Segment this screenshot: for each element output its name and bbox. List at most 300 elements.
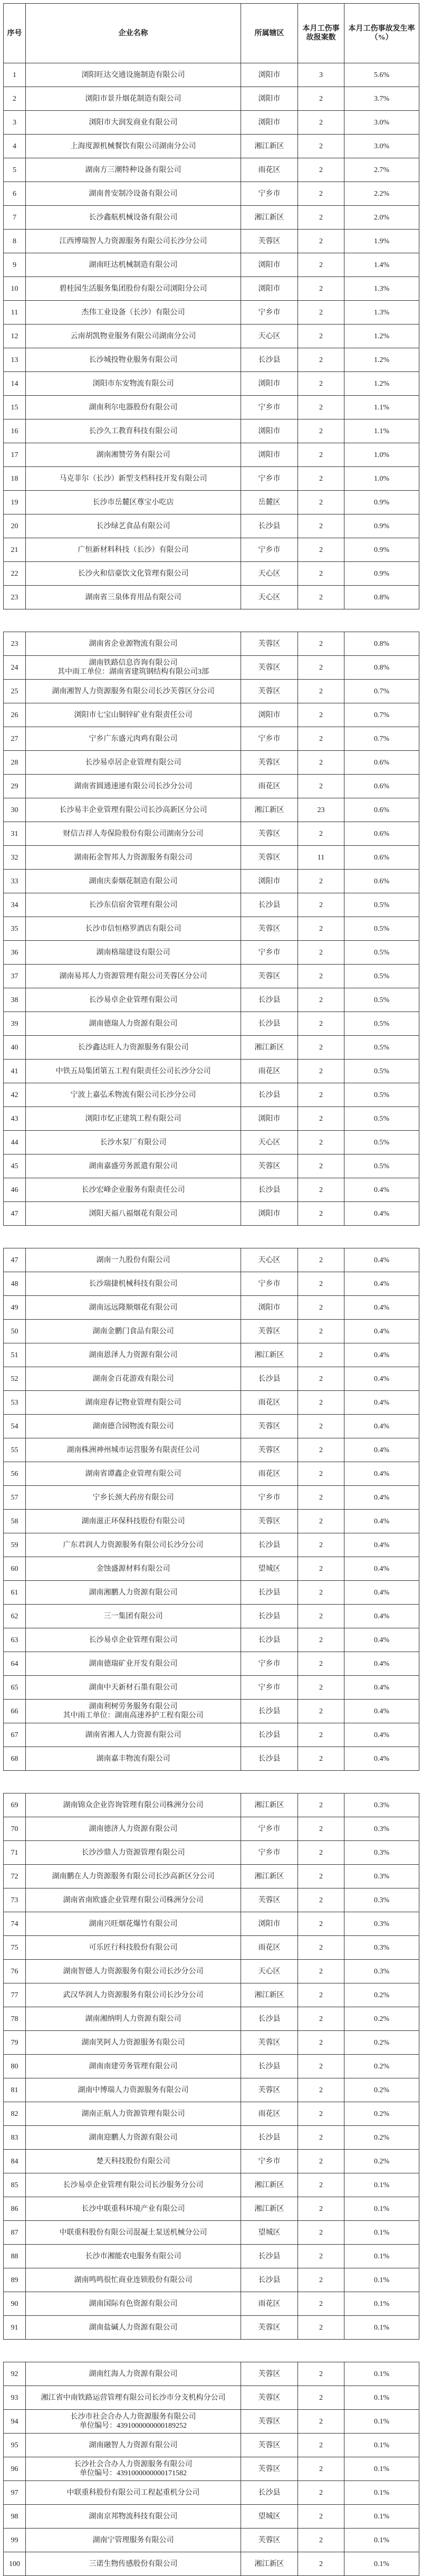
injury-rate: 0.4%: [344, 1367, 419, 1391]
table-row: [4, 63, 419, 87]
injury-cases: 2: [298, 1320, 344, 1343]
injury-cases: 2: [298, 1486, 344, 1510]
injury-cases: 2: [298, 277, 344, 301]
table-row: [4, 2007, 419, 2031]
district: 芙蓉区: [241, 1415, 298, 1438]
injury-rate: 0.7%: [344, 680, 419, 703]
table-row: [4, 277, 419, 301]
district: 长沙县: [241, 348, 298, 372]
row-number: 52: [4, 1367, 26, 1391]
company-name: 浏阳市大润发商业有限公司: [26, 111, 241, 135]
district: 芙蓉区: [241, 656, 298, 680]
company-name: 湖南湘赞劳务有限公司: [26, 443, 241, 467]
header-company: 企业名称: [26, 4, 241, 63]
district: 宁乡市: [241, 941, 298, 965]
injury-rate: 0.4%: [344, 1723, 419, 1747]
row-number: 22: [4, 562, 26, 586]
injury-cases: 2: [298, 443, 344, 467]
row-number: 98: [4, 2505, 26, 2529]
row-number: 36: [4, 941, 26, 965]
district: 长沙县: [241, 1367, 298, 1391]
company-name: 广恒新材料科技（长沙）有限公司: [26, 538, 241, 562]
district: 望城区: [241, 2505, 298, 2529]
company-name: 长沙宏峰企业服务有限责任公司: [26, 1178, 241, 1202]
injury-cases: 2: [298, 1462, 344, 1486]
district: 芙蓉区: [241, 2457, 298, 2481]
injury-cases: 2: [298, 2150, 344, 2173]
injury-cases: 2: [298, 182, 344, 206]
company-name: 湖南拓金智邦人力资源服务有限公司: [26, 846, 241, 870]
injury-rate: 0.1%: [344, 2457, 419, 2481]
district: 天心区: [241, 562, 298, 586]
injury-rate: 0.5%: [344, 965, 419, 988]
row-number: 37: [4, 965, 26, 988]
company-name: 湖南迎鹏人力资源有限公司: [26, 2126, 241, 2150]
injury-rate: 0.5%: [344, 1083, 419, 1107]
table-row: [4, 1343, 419, 1367]
row-number: 30: [4, 798, 26, 822]
table-row: [4, 1841, 419, 1865]
injury-cases: 2: [298, 1178, 344, 1202]
injury-rate: 0.9%: [344, 562, 419, 586]
company-name: 湖南利树劳务服务有限公司 其中雨工单位：湖南高速养护工程有限公司: [26, 1700, 241, 1723]
district: 长沙县: [241, 1747, 298, 1771]
district: 长沙县: [241, 2007, 298, 2031]
table-row: [4, 301, 419, 325]
injury-cases: 2: [298, 1960, 344, 1983]
injury-rate: 3.0%: [344, 111, 419, 135]
company-name: 湖南中天新材石墨有限公司: [26, 1676, 241, 1700]
district: 长沙县: [241, 1628, 298, 1652]
company-name: 湖南方三潮特种设备有限公司: [26, 158, 241, 182]
injury-rate: 0.1%: [344, 2386, 419, 2410]
table-row: [4, 2197, 419, 2221]
company-name: 湖南省谭鑫企业管理有限公司: [26, 1462, 241, 1486]
injury-rate: 0.3%: [344, 1888, 419, 1912]
injury-cases: 2: [298, 2410, 344, 2434]
district: 芙蓉区: [241, 822, 298, 846]
injury-cases: 2: [298, 325, 344, 348]
injury-cases: 2: [298, 2292, 344, 2316]
company-name: 长沙绿艺食品有限公司: [26, 514, 241, 538]
table-row: [4, 1865, 419, 1888]
table-row: [4, 1272, 419, 1296]
company-name: 宁乡广东盛元肉鸡有限公司: [26, 727, 241, 751]
company-name: 长沙市湘能农电服务有限公司: [26, 2245, 241, 2268]
company-name: 长沙久工教育科技有限公司: [26, 419, 241, 443]
company-name: 浏阳旺达交通设施制造有限公司: [26, 63, 241, 87]
injury-cases: 2: [298, 2552, 344, 2576]
table-row: [4, 396, 419, 419]
table-row: [4, 1036, 419, 1060]
row-number: 93: [4, 2386, 26, 2410]
injury-cases: 2: [298, 1415, 344, 1438]
row-number: 57: [4, 1486, 26, 1510]
injury-rate: 0.2%: [344, 2078, 419, 2102]
company-name: 楚天科技股份有限公司: [26, 2150, 241, 2173]
injury-cases: 2: [298, 632, 344, 656]
district: 浏阳市: [241, 443, 298, 467]
injury-cases: 2: [298, 2245, 344, 2268]
company-name: 上海度源机械餐饮有限公司湖南分公司: [26, 135, 241, 158]
row-number: 4: [4, 135, 26, 158]
injury-cases: 2: [298, 1343, 344, 1367]
row-number: 3: [4, 111, 26, 135]
injury-cases: 2: [298, 1700, 344, 1723]
table-row: [4, 2031, 419, 2055]
company-name: 湖南铁路信息咨询有限公司 其中雨工单位：湖南省建筑钢结构有限公司3部: [26, 656, 241, 680]
injury-cases: 2: [298, 656, 344, 680]
injury-rate: 0.1%: [344, 2362, 419, 2386]
injury-rate: 0.3%: [344, 1865, 419, 1888]
injury-rate: 0.4%: [344, 1296, 419, 1320]
company-name: 杰伟工业设备（长沙）有限公司: [26, 301, 241, 325]
company-name: 湖南金鹏门食品有限公司: [26, 1320, 241, 1343]
table-row: [4, 1936, 419, 1960]
district: 湘江新区: [241, 1343, 298, 1367]
company-name: 湖南湘纳明人力资源有限公司: [26, 2007, 241, 2031]
district: 宁乡市: [241, 1676, 298, 1700]
table-row: [4, 2457, 419, 2481]
row-number: 97: [4, 2481, 26, 2505]
table-row: [4, 1320, 419, 1343]
table-row: [4, 1605, 419, 1628]
injury-rate: 0.1%: [344, 2552, 419, 2576]
table-row: [4, 1960, 419, 1983]
row-number: 1: [4, 63, 26, 87]
table-row: [4, 1012, 419, 1036]
table-row: [4, 893, 419, 917]
injury-cases: 2: [298, 1936, 344, 1960]
injury-cases: 2: [298, 87, 344, 111]
injury-cases: 2: [298, 680, 344, 703]
company-name: 长沙瑞捷机械科技有限公司: [26, 1272, 241, 1296]
table-row: [4, 443, 419, 467]
table-row: [4, 1628, 419, 1652]
district: 天心区: [241, 1248, 298, 1272]
district: 宁乡市: [241, 727, 298, 751]
row-number: 67: [4, 1723, 26, 1747]
district: 浏阳市: [241, 111, 298, 135]
injury-rate: 0.5%: [344, 1060, 419, 1083]
injury-cases: 2: [298, 727, 344, 751]
table-row: [4, 1983, 419, 2007]
district: 宁乡市: [241, 2150, 298, 2173]
injury-cases: 2: [298, 2505, 344, 2529]
injury-table-block: [3, 2362, 419, 2576]
company-name: 湖南普安制冷设备有限公司: [26, 182, 241, 206]
row-number: 89: [4, 2268, 26, 2292]
company-name: 长沙社会合办人力资源服务有限公司 单位编号：4391000000000171582: [26, 2457, 241, 2481]
row-number: 40: [4, 1036, 26, 1060]
district: 天心区: [241, 1960, 298, 1983]
company-name: 湖南德瑞矿业开发有限公司: [26, 1652, 241, 1676]
row-number: 9: [4, 253, 26, 277]
district: 长沙县: [241, 1723, 298, 1747]
injury-table-block: [3, 632, 419, 1226]
company-name: 湖南德济人力资源有限公司: [26, 1817, 241, 1841]
table-row: [4, 727, 419, 751]
district: 天心区: [241, 1131, 298, 1155]
injury-rate: 0.4%: [344, 1676, 419, 1700]
injury-cases: 2: [298, 348, 344, 372]
row-number: 59: [4, 1533, 26, 1557]
table-row: [4, 1700, 419, 1723]
table-row: [4, 1888, 419, 1912]
district: 长沙县: [241, 1533, 298, 1557]
district: 浏阳市: [241, 1202, 298, 1226]
table-row: [4, 1060, 419, 1083]
table-row: [4, 870, 419, 893]
table-row: [4, 562, 419, 586]
company-name: 浏阳市忆正建筑工程有限公司: [26, 1107, 241, 1131]
district: 长沙县: [241, 2055, 298, 2078]
company-name: 长沙沙鼎人力资源管理有限公司: [26, 1841, 241, 1865]
row-number: 44: [4, 1131, 26, 1155]
injury-cases: 2: [298, 2529, 344, 2552]
injury-rate: 0.8%: [344, 656, 419, 680]
district: 湘江新区: [241, 2173, 298, 2197]
injury-rate: 0.6%: [344, 870, 419, 893]
row-number: 23: [4, 632, 26, 656]
injury-rate: 0.4%: [344, 1605, 419, 1628]
table-row: [4, 182, 419, 206]
row-number: 35: [4, 917, 26, 941]
injury-rate: 0.2%: [344, 2150, 419, 2173]
injury-cases: 2: [298, 1367, 344, 1391]
injury-cases: 2: [298, 491, 344, 514]
district: 宁乡市: [241, 1272, 298, 1296]
table-row: [4, 1462, 419, 1486]
injury-cases: 2: [298, 2126, 344, 2150]
district: 芙蓉区: [241, 846, 298, 870]
injury-cases: 2: [298, 1391, 344, 1415]
injury-cases: 2: [298, 419, 344, 443]
company-name: 湖南庆泰烟花制造有限公司: [26, 870, 241, 893]
company-name: 湖南鹏在人力资源服务有限公司长沙高新区分公司: [26, 1865, 241, 1888]
district: 浏阳市: [241, 1912, 298, 1936]
row-number: 51: [4, 1343, 26, 1367]
table-row: [4, 1131, 419, 1155]
injury-cases: 2: [298, 2102, 344, 2126]
row-number: 20: [4, 514, 26, 538]
company-name: 宁波上嘉弘禾物流有限公司长沙分公司: [26, 1083, 241, 1107]
table-row: [4, 1723, 419, 1747]
company-name: 宁乡长颈大药房有限公司: [26, 1486, 241, 1510]
row-number: 71: [4, 1841, 26, 1865]
injury-rate: 0.3%: [344, 1936, 419, 1960]
injury-cases: 2: [298, 703, 344, 727]
district: 湘江新区: [241, 1793, 298, 1817]
district: 雨花区: [241, 1391, 298, 1415]
company-name: 云南胡凯物业服务有限公司湖南分公司: [26, 325, 241, 348]
injury-rate: 0.1%: [344, 2221, 419, 2245]
table-row: [4, 2316, 419, 2340]
injury-rate: 0.5%: [344, 893, 419, 917]
table-row: [4, 2055, 419, 2078]
injury-rate: 0.3%: [344, 1960, 419, 1983]
injury-cases: 2: [298, 965, 344, 988]
table-row: [4, 538, 419, 562]
company-name: 湖南金百花游戏有限公司: [26, 1367, 241, 1391]
table-row: [4, 1486, 419, 1510]
company-name: 广东君润人力资源服务有限公司长沙分公司: [26, 1533, 241, 1557]
company-name: 湖南国际有色资源有限公司: [26, 2292, 241, 2316]
injury-rate: 1.3%: [344, 301, 419, 325]
row-number: 43: [4, 1107, 26, 1131]
row-number: 68: [4, 1747, 26, 1771]
row-number: 69: [4, 1793, 26, 1817]
injury-rate: 0.2%: [344, 1983, 419, 2007]
district: 芙蓉区: [241, 1155, 298, 1178]
injury-cases: 2: [298, 941, 344, 965]
injury-rate: 0.1%: [344, 2434, 419, 2457]
injury-cases: 2: [298, 1628, 344, 1652]
injury-cases: 2: [298, 514, 344, 538]
injury-cases: 2: [298, 893, 344, 917]
district: 浏阳市: [241, 1296, 298, 1320]
injury-rate: 0.1%: [344, 2245, 419, 2268]
company-name: 湖南远远隆顺烟花有限公司: [26, 1296, 241, 1320]
district: 湘江新区: [241, 798, 298, 822]
row-number: 79: [4, 2031, 26, 2055]
injury-rate: 1.9%: [344, 230, 419, 253]
injury-cases: 2: [298, 1581, 344, 1605]
injury-rate: 1.2%: [344, 325, 419, 348]
company-name: 长沙鑫航机械设备有限公司: [26, 206, 241, 230]
injury-cases: 2: [298, 2268, 344, 2292]
company-name: 中联重科股份有限公司工程起重机分公司: [26, 2481, 241, 2505]
row-number: 21: [4, 538, 26, 562]
injury-rate: 0.4%: [344, 1700, 419, 1723]
district: 湘江新区: [241, 1036, 298, 1060]
table-row: [4, 1248, 419, 1272]
company-name: 湖南盐碱人力资源有限公司: [26, 2316, 241, 2340]
company-name: 湖南滋正环保科技股份有限公司: [26, 1510, 241, 1533]
injury-cases: 2: [298, 158, 344, 182]
district: 芙蓉区: [241, 2386, 298, 2410]
company-name: 湘江省中南铁路运营管理有限公司长沙市分支机构分公司: [26, 2386, 241, 2410]
table-row: [4, 822, 419, 846]
district: 宁乡市: [241, 396, 298, 419]
row-number: 80: [4, 2055, 26, 2078]
injury-cases: 2: [298, 1983, 344, 2007]
row-number: 100: [4, 2552, 26, 2576]
injury-cases: 2: [298, 562, 344, 586]
row-number: 13: [4, 348, 26, 372]
company-name: 湖南省企业源物流有限公司: [26, 632, 241, 656]
row-number: 41: [4, 1060, 26, 1083]
table-row: [4, 111, 419, 135]
row-number: 73: [4, 1888, 26, 1912]
company-name: 湖南正航人力资源管理有限公司: [26, 2102, 241, 2126]
row-number: 29: [4, 775, 26, 798]
company-name: 武汉华润人力资源服务有限公司长沙分公司: [26, 1983, 241, 2007]
table-row: [4, 680, 419, 703]
row-number: 7: [4, 206, 26, 230]
district: 浏阳市: [241, 1107, 298, 1131]
table-row: [4, 2292, 419, 2316]
company-name: 湖南智德人力资源服务有限公司长沙分公司: [26, 1960, 241, 1983]
row-number: 11: [4, 301, 26, 325]
injury-rate: 0.9%: [344, 538, 419, 562]
injury-rate: 0.3%: [344, 1841, 419, 1865]
injury-cases: 2: [298, 396, 344, 419]
row-number: 6: [4, 182, 26, 206]
injury-cases: 2: [298, 1817, 344, 1841]
injury-rate: 1.1%: [344, 419, 419, 443]
company-name: 湖南恩泽人力资源有限公司: [26, 1343, 241, 1367]
injury-cases: 2: [298, 751, 344, 775]
district: 雨花区: [241, 2102, 298, 2126]
injury-rate: 0.7%: [344, 727, 419, 751]
injury-cases: 2: [298, 1272, 344, 1296]
injury-rate: 0.2%: [344, 2102, 419, 2126]
row-number: 47: [4, 1248, 26, 1272]
row-number: 8: [4, 230, 26, 253]
company-name: 长沙市岳麓区尊宝小吃店: [26, 491, 241, 514]
company-name: 湖南锦众企业咨询管理有限公司株洲分公司: [26, 1793, 241, 1817]
injury-cases: 2: [298, 1557, 344, 1581]
row-number: 49: [4, 1296, 26, 1320]
injury-rate: 0.8%: [344, 586, 419, 609]
injury-rate: 0.4%: [344, 1438, 419, 1462]
injury-rate: 0.3%: [344, 1817, 419, 1841]
row-number: 55: [4, 1438, 26, 1462]
row-number: 17: [4, 443, 26, 467]
district: 湘江新区: [241, 2197, 298, 2221]
row-number: 23: [4, 586, 26, 609]
district: 湘江新区: [241, 2552, 298, 2576]
table-row: [4, 965, 419, 988]
injury-rate: 0.6%: [344, 775, 419, 798]
company-name: 湖南兴旺烟花爆竹有限公司: [26, 1912, 241, 1936]
district: 芙蓉区: [241, 1438, 298, 1462]
injury-cases: 2: [298, 1510, 344, 1533]
row-number: 61: [4, 1581, 26, 1605]
district: 雨花区: [241, 1060, 298, 1083]
row-number: 88: [4, 2245, 26, 2268]
company-name: 江西博瑞智人力资源服务有限公司长沙分公司: [26, 230, 241, 253]
table-row: [4, 1391, 419, 1415]
company-name: 三一集团有限公司: [26, 1605, 241, 1628]
header-seq: 序号: [4, 4, 26, 63]
injury-rate: 0.2%: [344, 2055, 419, 2078]
table-row: [4, 2386, 419, 2410]
injury-cases: 2: [298, 775, 344, 798]
injury-rate: 0.7%: [344, 703, 419, 727]
district: 雨花区: [241, 1936, 298, 1960]
district: 天心区: [241, 586, 298, 609]
district: 雨花区: [241, 2292, 298, 2316]
company-name: 湖南嘉丰物流有限公司: [26, 1747, 241, 1771]
table-row: [4, 656, 419, 680]
row-number: 95: [4, 2434, 26, 2457]
row-number: 34: [4, 893, 26, 917]
district: 芙蓉区: [241, 2078, 298, 2102]
row-number: 25: [4, 680, 26, 703]
injury-rate: 0.1%: [344, 2410, 419, 2434]
table-row: [4, 467, 419, 491]
row-number: 65: [4, 1676, 26, 1700]
company-name: 长沙中联重科环境产业有限公司: [26, 2197, 241, 2221]
row-number: 45: [4, 1155, 26, 1178]
district: 湘江新区: [241, 1865, 298, 1888]
injury-cases: 2: [298, 1083, 344, 1107]
row-number: 81: [4, 2078, 26, 2102]
injury-rate: 2.7%: [344, 158, 419, 182]
company-name: 三诺生物传感股份有限公司: [26, 2552, 241, 2576]
